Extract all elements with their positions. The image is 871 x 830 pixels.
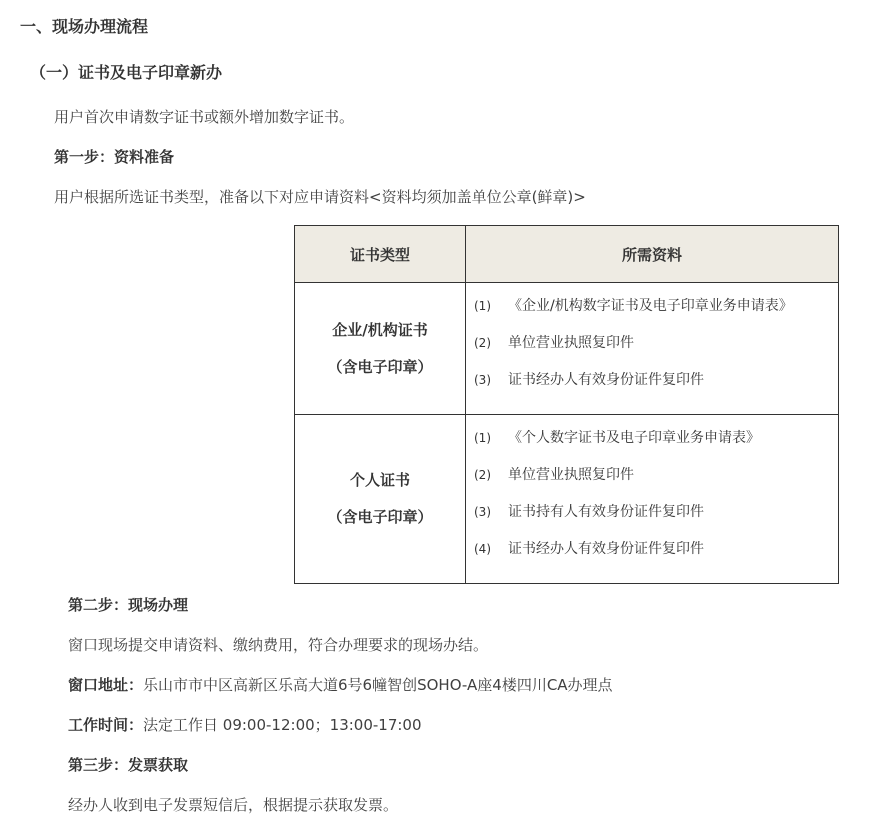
required-docs-cell: [466, 415, 839, 584]
step1-desc: 用户根据所选证书类型，准备以下对应申请资料<资料均须加盖单位公章(鲜章)>: [54, 188, 586, 206]
hours-label: 工作时间：: [68, 716, 144, 734]
cert-type-cell: [295, 283, 466, 415]
item-text: 证书经办人有效身份证件复印件: [508, 541, 704, 557]
list-item: [474, 293, 838, 330]
cert-type-cell: [295, 415, 466, 584]
step3-title: 第三步：发票获取: [68, 756, 189, 774]
step2-title: 第二步：现场办理: [68, 596, 189, 614]
window-address: [68, 674, 613, 695]
item-text: 证书持有人有效身份证件复印件: [508, 504, 704, 520]
item-number: (1): [474, 431, 491, 445]
item-number: (2): [474, 468, 491, 482]
cert-type-name: 企业/机构证书: [332, 320, 428, 339]
table-row: [295, 283, 839, 415]
item-text: 单位营业执照复印件: [508, 335, 634, 351]
item-text: 《企业/机构数字证书及电子印章业务申请表》: [508, 298, 793, 314]
step3-desc: 经办人收到电子发票短信后，根据提示获取发票。: [68, 796, 399, 814]
item-number: (3): [474, 505, 491, 519]
list-item: [474, 367, 838, 404]
intro-text: 用户首次申请数字证书或额外增加数字证书。: [54, 108, 355, 126]
item-number: (1): [474, 299, 491, 313]
item-number: (2): [474, 336, 491, 350]
item-text: 《个人数字证书及电子印章业务申请表》: [508, 430, 760, 446]
working-hours: [68, 714, 422, 735]
step1-title: 第一步：资料准备: [54, 148, 175, 166]
item-text: 单位营业执照复印件: [508, 467, 634, 483]
address-label: 窗口地址：: [68, 676, 144, 694]
item-text: 证书经办人有效身份证件复印件: [508, 372, 704, 388]
address-value: 乐山市市中区高新区乐高大道6号6幢智创SOHO-A座4楼四川CA办理点: [143, 676, 613, 694]
list-item: [474, 462, 838, 499]
table-header-row: [295, 226, 839, 283]
subsection-title: （一）证书及电子印章新办: [30, 63, 223, 82]
required-docs-cell: [466, 283, 839, 415]
header-cert-type: 证书类型: [295, 226, 466, 283]
list-item: [474, 536, 838, 573]
list-item: [474, 330, 838, 367]
table-row: [295, 415, 839, 584]
cert-type-note: （含电子印章）: [327, 508, 433, 526]
certificate-requirements-table: [294, 225, 839, 584]
list-item: [474, 499, 838, 536]
item-number: (4): [474, 542, 491, 556]
header-required-docs: 所需资料: [466, 226, 839, 283]
step2-desc: 窗口现场提交申请资料、缴纳费用，符合办理要求的现场办结。: [68, 636, 489, 654]
list-item: [474, 425, 838, 462]
cert-type-name: 个人证书: [349, 471, 410, 489]
cert-type-note: （含电子印章）: [327, 357, 433, 376]
hours-value: 法定工作日 09:00-12:00；13:00-17:00: [143, 716, 422, 734]
section-title: 一、现场办理流程: [20, 17, 149, 36]
item-number: (3): [474, 373, 491, 387]
